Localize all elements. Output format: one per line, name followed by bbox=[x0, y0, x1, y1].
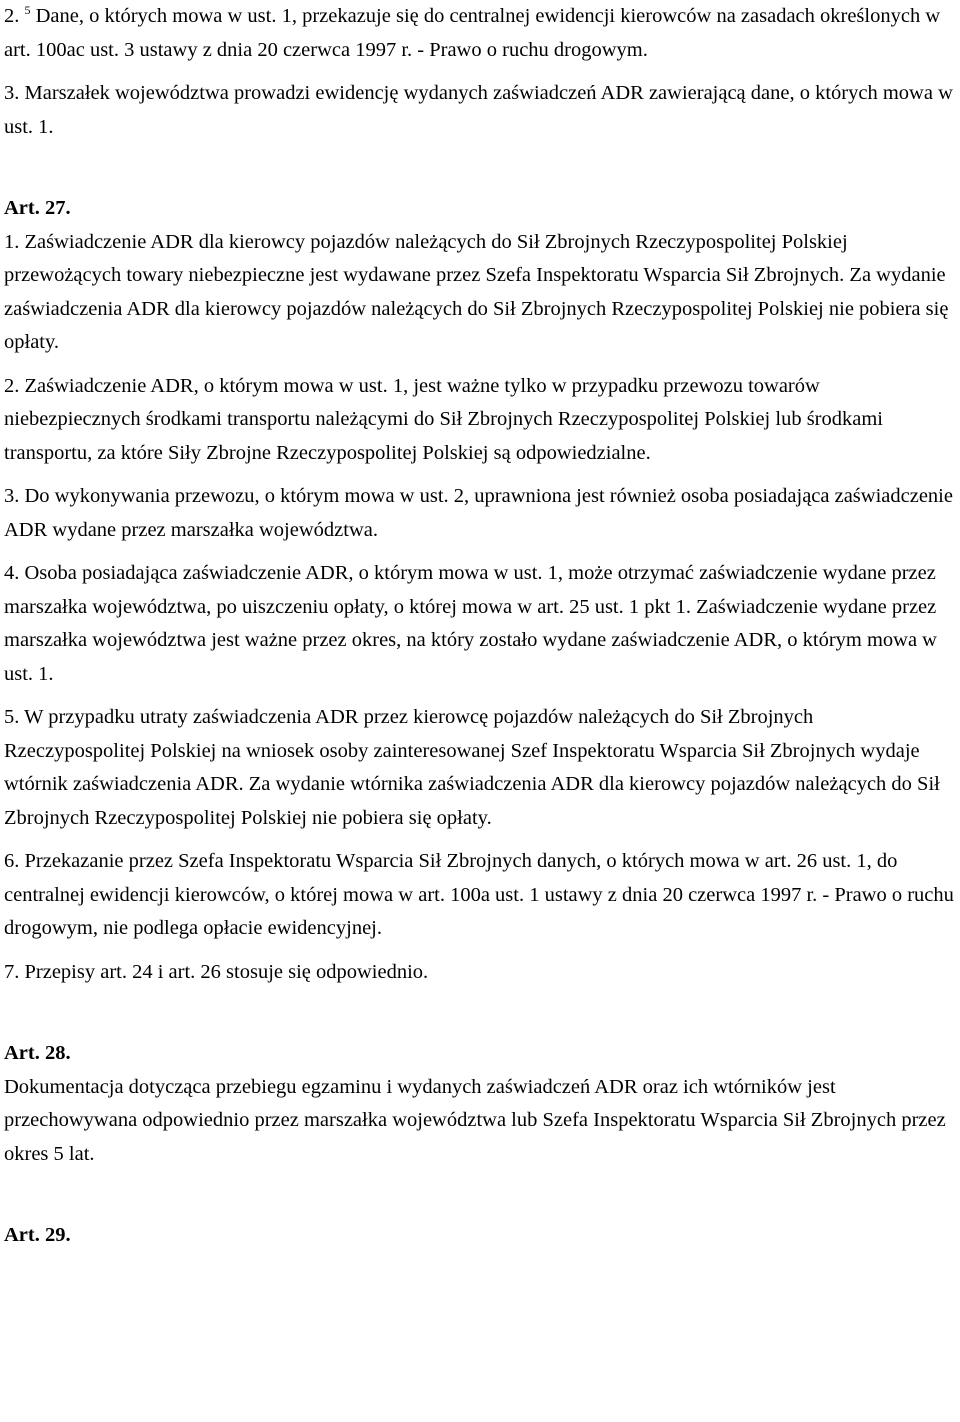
paragraph-3: 3. Marszałek województwa prowadzi ewidencję wydanych zaświadczeń ADR zawierającą dane, o których mowa w ust. 1. bbox=[4, 82, 953, 138]
article-27-paragraph-3: 3. Do wykonywania przewozu, o którym mowa w ust. 2, uprawniona jest również osoba posiadająca zaświadczenie ADR wydane przez marszałka województwa. bbox=[4, 485, 953, 541]
article-27-paragraph-2: 2. Zaświadczenie ADR, o którym mowa w ust. 1, jest ważne tylko w przypadku przewozu towarów niebezpiecznych środkami transportu należącymi do Sił Zbrojnych Rzeczypospolitej Polskiej lub środkami transportu, za które Siły Zbrojne Rzeczypospolitej Polskiej są odpowiedzialne. bbox=[4, 374, 883, 464]
article-27-paragraph-7: 7. Przepisy art. 24 i art. 26 stosuje się odpowiednio. bbox=[4, 960, 429, 983]
article-29-heading: Art. 29. bbox=[4, 1224, 71, 1246]
article-27-paragraph-5: 5. W przypadku utraty zaświadczenia ADR przez kierowcę pojazdów należących do Sił Zbrojnych Rzeczypospolitej Polskiej na wniosek osoby zainteresowanej Szef Inspektoratu Wsparcia Sił Zbrojnych wydaje wtórnik zaświadczenia ADR. Za wydanie wtórnika zaświadczenia ADR dla kierowcy pojazdów należących do Sił Zbrojnych Rzeczypospolitej Polskiej nie pobiera się opłaty. bbox=[4, 706, 940, 829]
paragraph-2 bbox=[4, 0, 958, 67]
footnote-marker[interactable]: 5 bbox=[24, 3, 31, 17]
article-27-paragraph-6: 6. Przekazanie przez Szefa Inspektoratu Wsparcia Sił Zbrojnych danych, o których mowa w art. 26 ust. 1, do centralnej ewidencji kierowców, o której mowa w art. 100a ust. 1 ustawy z dnia 20 czerwca 1997 r. - Prawo o ruchu drogowym, nie podlega opłacie ewidencyjnej. bbox=[4, 850, 954, 939]
document-page bbox=[4, 0, 958, 1253]
article-28-paragraph-1: Dokumentacja dotycząca przebiegu egzaminu i wydanych zaświadczeń ADR oraz ich wtórników jest przechowywana odpowiednio przez marszałka województwa lub Szefa Inspektoratu Wsparcia Sił Zbrojnych przez okres 5 lat. bbox=[4, 1075, 946, 1165]
article-27-paragraph-1: 1. Zaświadczenie ADR dla kierowcy pojazdów należących do Sił Zbrojnych Rzeczypospolitej Polskiej przewożących towary niebezpieczne jest wydawane przez Szefa Inspektoratu Wsparcia Sił Zbrojnych. Za wydanie zaświadczenia ADR dla kierowcy pojazdów należących do Sił Zbrojnych Rzeczypospolitej Polskiej nie pobiera się opłaty. bbox=[4, 230, 949, 353]
paragraph-2-number: 2. bbox=[4, 5, 25, 27]
article-27-heading: Art. 27. bbox=[4, 197, 71, 219]
paragraph-2-text: Dane, o których mowa w ust. 1, przekazuje się do centralnej ewidencji kierowców na zasadach określonych w art. 100ac ust. 3 ustawy z dnia 20 czerwca 1997 r. - Prawo o ruchu drogowym. bbox=[4, 5, 941, 61]
article-28-heading: Art. 28. bbox=[4, 1042, 71, 1064]
article-27-paragraph-4: 4. Osoba posiadająca zaświadczenie ADR, o którym mowa w ust. 1, może otrzymać zaświadczenie wydane przez marszałka województwa, po uiszczeniu opłaty, o której mowa w art. 25 ust. 1 pkt 1. Zaświadczenie wydane przez marszałka województwa jest ważne przez okres, na który zostało wydane zaświadczenie ADR, o którym mowa w ust. 1. bbox=[4, 562, 937, 685]
